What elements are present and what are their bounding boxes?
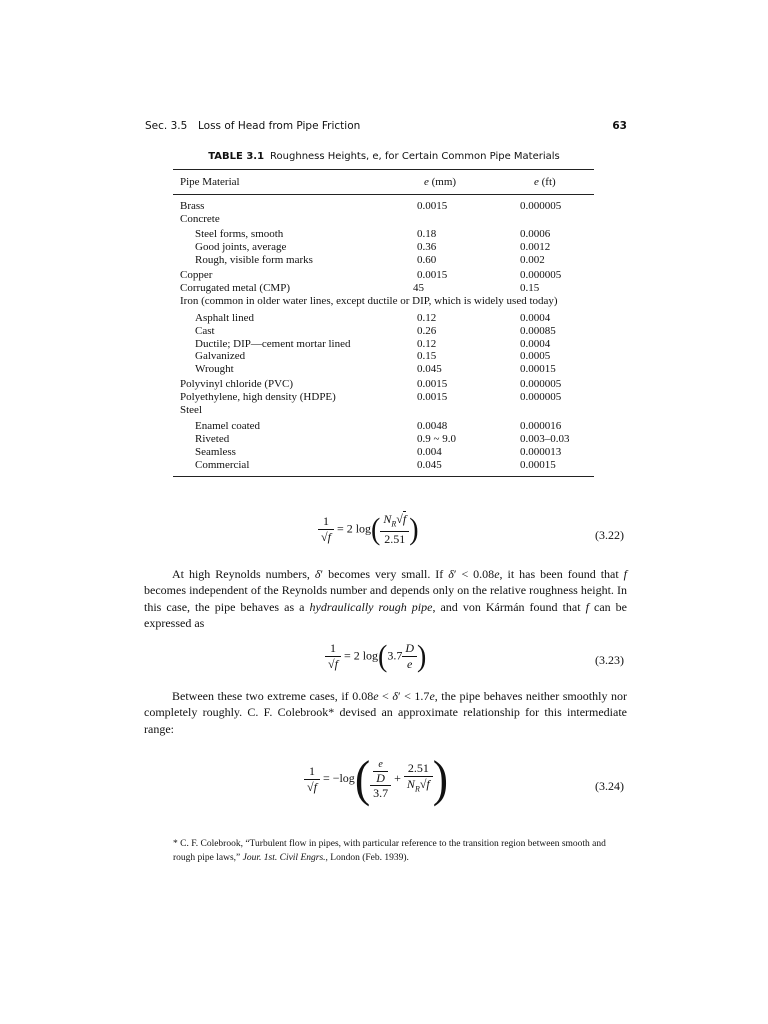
- cell-e-mm: 0.0048: [417, 420, 448, 432]
- col-header-ft: e (ft): [534, 176, 556, 188]
- eq322-coef: = 2 log: [336, 521, 372, 536]
- cell-e-mm: 0.045: [417, 363, 442, 375]
- table-top-rule: [173, 169, 594, 170]
- cell-material: Cast: [195, 325, 215, 337]
- cell-e-mm: 0.26: [417, 325, 437, 337]
- cell-material: Polyethylene, high density (HDPE): [180, 391, 336, 403]
- eq324-coef: = −log: [322, 770, 355, 785]
- eq323-coef: = 2 log: [343, 648, 379, 663]
- table-row: [0, 325, 768, 338]
- cell-e-ft: 0.0012: [520, 241, 551, 253]
- cell-e-ft: 0.000005: [520, 269, 562, 281]
- table-row: [0, 282, 768, 295]
- cell-e-ft: 0.0004: [520, 312, 551, 324]
- cell-e-mm: 0.004: [417, 446, 442, 458]
- cell-material: Concrete: [180, 213, 220, 225]
- table-row: [0, 350, 768, 363]
- cell-e-ft: 0.00085: [520, 325, 556, 337]
- table-row: [0, 433, 768, 446]
- cell-e-ft: 0.002: [520, 254, 545, 266]
- cell-e-ft: 0.0005: [520, 350, 551, 362]
- table-row: [0, 295, 768, 308]
- eq324-term1: e D 3.7: [370, 758, 391, 801]
- equation-number-3-22: (3.22): [595, 528, 624, 542]
- cell-material: Good joints, average: [195, 241, 287, 253]
- equation-3-22: $\frac{1}{√f}$ = 2 log( $\frac{N_R√f}{2.51}$ ): [318, 512, 419, 547]
- table-caption: [0, 151, 768, 162]
- cell-e-mm: 0.0015: [417, 269, 448, 281]
- section-number: Sec. 3.5: [145, 120, 188, 132]
- table-row: [0, 391, 768, 404]
- cell-e-ft: 0.000005: [520, 378, 562, 390]
- table-header-row: [0, 176, 768, 189]
- equation-3-24: $\frac{1}{√f}$ = −log( e D 3.7 + $\frac{2.51}{N_R√f}$ ): [304, 756, 448, 802]
- running-head: [145, 120, 627, 136]
- table-row: [0, 420, 768, 433]
- equation-3-23: $\frac{1}{√f}$ = 2 log(3.7 $\frac{D}{e}$ ): [325, 641, 426, 672]
- table-row: [0, 459, 768, 472]
- table-row: [0, 254, 768, 267]
- table-label: TABLE 3.1: [208, 151, 265, 162]
- table-row: [0, 269, 768, 282]
- paragraph-2: [144, 688, 627, 737]
- paragraph-2-text: Between these two extreme cases, if 0.08e < δ′ < 1.7e, the pipe behaves neither smoothly nor completely roughly. C. F. Colebrook* devised an approximate relationship for this intermediate range:: [144, 689, 627, 736]
- paragraph-1-text: At high Reynolds numbers, δ′ becomes very small. If δ′ < 0.08e, it has been found that f becomes independent of the Reynolds number and depends only on the relative roughness height. In this case, the pipe behaves as a hydraulically rough pipe, and von Kármán found that f can be expressed as: [144, 567, 628, 631]
- table-header-rule: [173, 194, 594, 195]
- paragraph-1: [144, 566, 627, 632]
- table-caption-text: Roughness Heights, e, for Certain Common Pipe Materials: [270, 151, 560, 162]
- eq324-term2: $\frac{2.51}{N_R√f}$: [404, 761, 433, 796]
- cell-e-ft: 0.0006: [520, 228, 551, 240]
- cell-e-mm: 0.15: [417, 350, 437, 362]
- cell-e-ft: 0.00015: [520, 459, 556, 471]
- cell-e-ft: 0.00015: [520, 363, 556, 375]
- section-title: Loss of Head from Pipe Friction: [198, 120, 361, 132]
- cell-material: Wrought: [195, 363, 234, 375]
- eq323-rhs: $\frac{D}{e}$: [402, 641, 417, 672]
- cell-e-ft: 0.003–0.03: [520, 433, 570, 445]
- cell-e-mm: 0.36: [417, 241, 437, 253]
- cell-e-mm: 0.0015: [417, 378, 448, 390]
- table-row: [0, 363, 768, 376]
- cell-material: Polyvinyl chloride (PVC): [180, 378, 294, 390]
- cell-material: Ductile; DIP—cement mortar lined: [195, 338, 351, 350]
- cell-material: Seamless: [195, 446, 236, 458]
- cell-material: Brass: [180, 200, 205, 212]
- table-row: [0, 312, 768, 325]
- cell-e-mm: 0.0015: [417, 391, 448, 403]
- cell-e-mm: 0.0015: [417, 200, 448, 212]
- table-bottom-rule: [173, 476, 594, 477]
- table-row: [0, 200, 768, 213]
- eq324-lhs: $\frac{1}{√f}$: [304, 764, 320, 795]
- cell-material: Iron (common in older water lines, except ductile or DIP, which is widely used today): [180, 295, 558, 307]
- table-row: [0, 446, 768, 459]
- cell-material: Steel forms, smooth: [195, 228, 284, 240]
- cell-e-mm: 0.60: [417, 254, 437, 266]
- page-number: 63: [612, 120, 627, 132]
- eq323-lhs: $\frac{1}{√f}$: [325, 641, 341, 672]
- cell-e-mm: 0.12: [417, 338, 437, 350]
- cell-e-ft: 0.000005: [520, 200, 562, 212]
- table-row: [0, 378, 768, 391]
- cell-e-ft: 0.0004: [520, 338, 551, 350]
- cell-material: Steel: [180, 404, 202, 416]
- table-row: [0, 213, 768, 226]
- cell-material: Riveted: [195, 433, 230, 445]
- equation-number-3-24: (3.24): [595, 779, 624, 793]
- footnote-text: * C. F. Colebrook, “Turbulent flow in pipes, with particular reference to the transition region between smooth and rough pipe laws,” Jour. 1st. Civil Engrs., London (Feb. 1939).: [173, 839, 606, 863]
- cell-e-mm: 45: [413, 282, 424, 294]
- col-header-material: Pipe Material: [180, 176, 240, 188]
- cell-material: Galvanized: [195, 350, 246, 362]
- cell-material: Enamel coated: [195, 420, 261, 432]
- cell-e-mm: 0.045: [417, 459, 442, 471]
- equation-number-3-23: (3.23): [595, 653, 624, 667]
- table-row: [0, 241, 768, 254]
- eq322-rhs: $\frac{N_R√f}{2.51}$: [380, 512, 409, 547]
- cell-material: Asphalt lined: [195, 312, 254, 324]
- col-header-mm: e (mm): [424, 176, 457, 188]
- cell-material: Rough, visible form marks: [195, 254, 313, 266]
- eq322-lhs: $\frac{1}{√f}$: [318, 514, 334, 545]
- cell-e-ft: 0.000013: [520, 446, 562, 458]
- cell-e-mm: 0.9 ~ 9.0: [417, 433, 456, 445]
- cell-e-ft: 0.000016: [520, 420, 562, 432]
- footnote: [173, 838, 627, 865]
- cell-e-mm: 0.18: [417, 228, 437, 240]
- cell-material: Corrugated metal (CMP): [180, 282, 290, 294]
- cell-material: Copper: [180, 269, 213, 281]
- table-row: [0, 228, 768, 241]
- cell-e-mm: 0.12: [417, 312, 437, 324]
- cell-e-ft: 0.15: [520, 282, 540, 294]
- cell-material: Commercial: [195, 459, 250, 471]
- cell-e-ft: 0.000005: [520, 391, 562, 403]
- table-row: [0, 404, 768, 417]
